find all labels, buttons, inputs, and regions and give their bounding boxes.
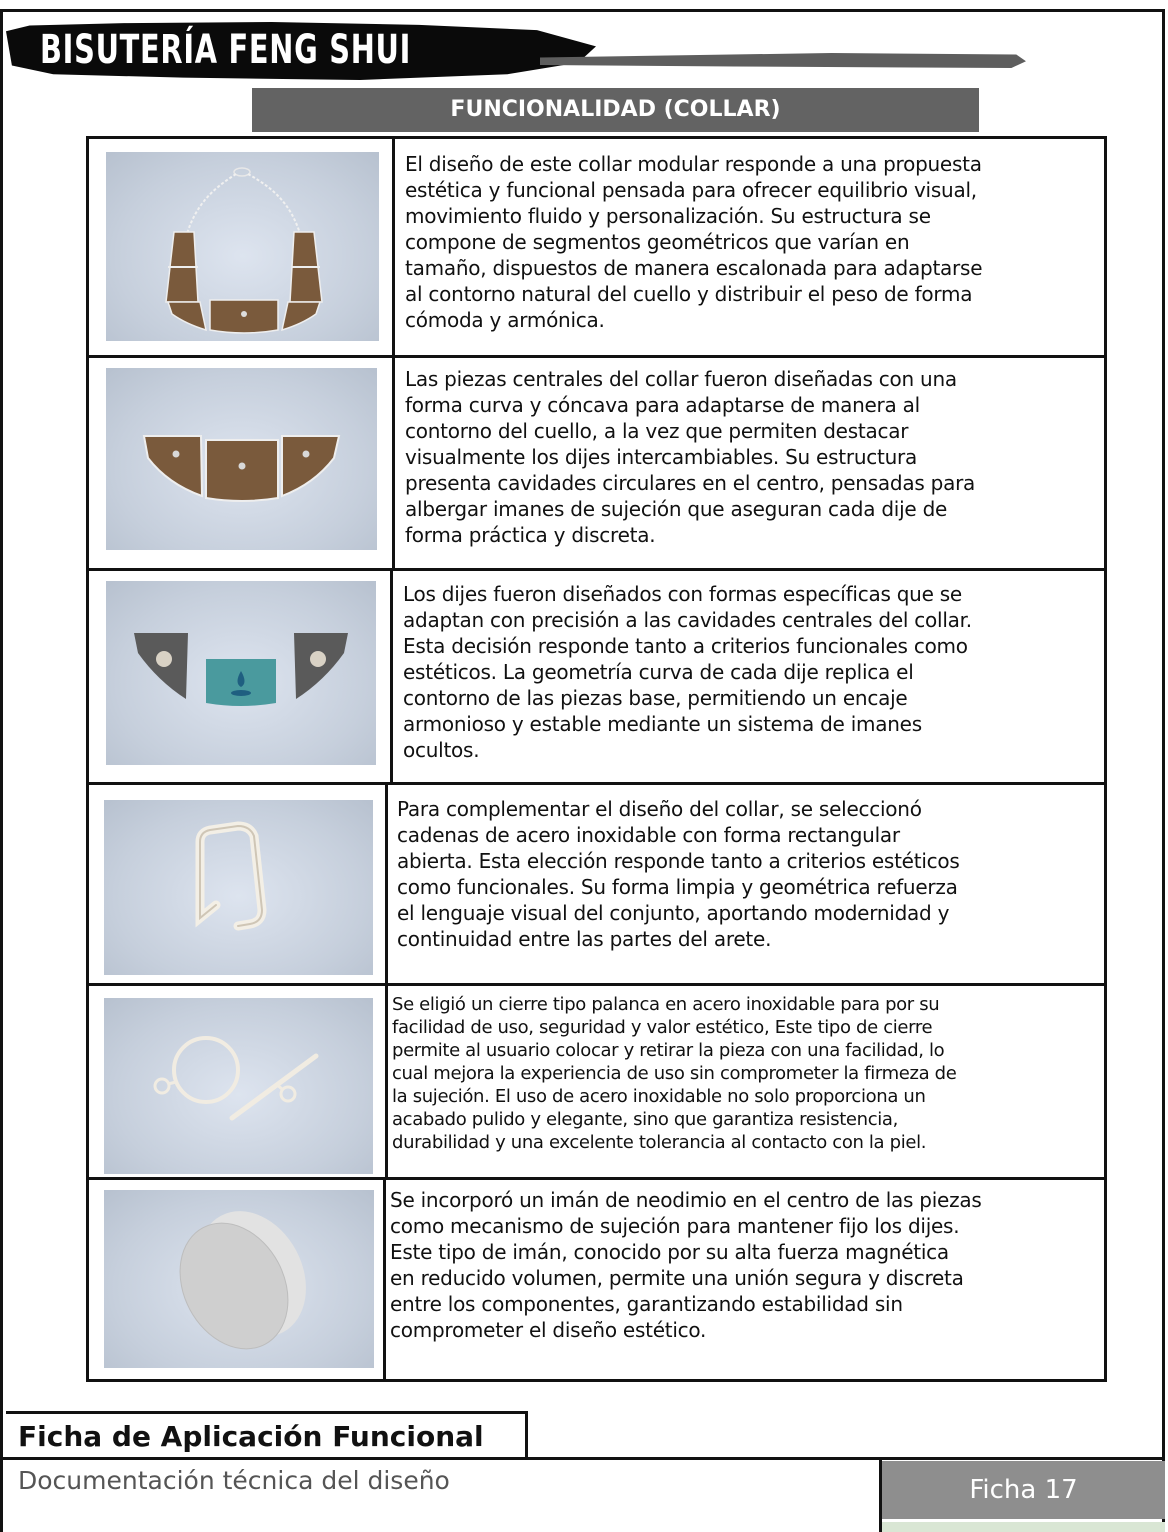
- row-divider: [86, 355, 1107, 358]
- toggle-clasp-render-image: [104, 998, 373, 1174]
- chain-link-render-image: [104, 800, 373, 975]
- footer-subtitle: Documentación técnica del diseño: [18, 1466, 450, 1495]
- footer-title: Ficha de Aplicación Funcional: [18, 1420, 484, 1453]
- row-3-description: Los dijes fueron diseñados con formas específicas que se adaptan con precisión a las cavidades centrales del collar. Esta decisión responde tanto a criterios funcionales como estéticos. La geometría curva de cada dije replica el contorno de las piezas base, permitiendo un encaje armonioso y estable mediante un sistema de imanes ocultos.: [403, 582, 972, 762]
- sheet-color-strip: [882, 1522, 1165, 1532]
- section-title: FUNCIONALIDAD (COLLAR): [252, 88, 979, 132]
- footer-divider: [0, 1457, 1165, 1460]
- row-divider: [86, 1177, 1107, 1180]
- sheet-number-label: Ficha 17: [882, 1461, 1165, 1519]
- row-divider: [86, 782, 1107, 785]
- brand-title: BISUTERÍA FENG SHUI: [40, 27, 412, 73]
- row-2-description: Las piezas centrales del collar fueron diseñadas con una forma curva y cóncava para adaptarse de manera al contorno del cuello, a la vez que permiten destacar visualmente los dijes intercambiables. Su estructura presenta cavidades circulares en el centro, pensadas para albergar imanes de sujeción que aseguran cada dije de forma práctica y discreta.: [405, 367, 976, 547]
- magnet-render-image: [104, 1190, 374, 1368]
- column-divider: [385, 983, 388, 1180]
- column-divider: [390, 568, 393, 785]
- row-4-description: Para complementar el diseño del collar, se seleccionó cadenas de acero inoxidable con forma rectangular abierta. Esta elección responde tanto a criterios estéticos como funcionales. Su forma limpia y geométrica refuerza el lenguaje visual del conjunto, aportando modernidad y continuidad entre las partes del arete.: [397, 797, 960, 951]
- row-divider: [86, 983, 1107, 986]
- charms-render-image: [106, 581, 376, 765]
- row-5-description: Se eligió un cierre tipo palanca en acero inoxidable para por su facilidad de uso, seguridad y valor estético, Este tipo de cierre permite al usuario colocar y retirar la pieza con una facilidad, lo cual mejora la experiencia de uso sin comprometer la firmeza de la sujeción. El uso de acero inoxidable no solo proporciona un acabado pulido y elegante, sino que garantiza resistencia, durabilidad y una excelente tolerancia al contacto con la piel.: [392, 994, 957, 1153]
- column-divider: [392, 136, 395, 358]
- row-1-description: El diseño de este collar modular responde a una propuesta estética y funcional pensada para ofrecer equilibrio visual, movimiento fluido y personalización. Su estructura se compone de segmentos geométricos que varían en tamaño, dispuestos de manera escalonada para adaptarse al contorno natural del cuello y distribuir el peso de forma cómoda y armónica.: [405, 152, 983, 332]
- column-divider: [385, 782, 388, 986]
- column-divider: [383, 1177, 386, 1382]
- necklace-render-image: [106, 152, 379, 341]
- row-6-description: Se incorporó un imán de neodimio en el centro de las piezas como mecanismo de sujeción para mantener fijo los dijes. Este tipo de imán, conocido por su alta fuerza magnética en reducido volumen, permite una unión segura y discreta entre los componentes, garantizando estabilidad sin comprometer el diseño estético.: [390, 1188, 982, 1342]
- column-divider: [392, 355, 395, 571]
- row-divider: [86, 568, 1107, 571]
- footer-title-box: [6, 1411, 528, 1458]
- central-pieces-render-image: [106, 368, 377, 550]
